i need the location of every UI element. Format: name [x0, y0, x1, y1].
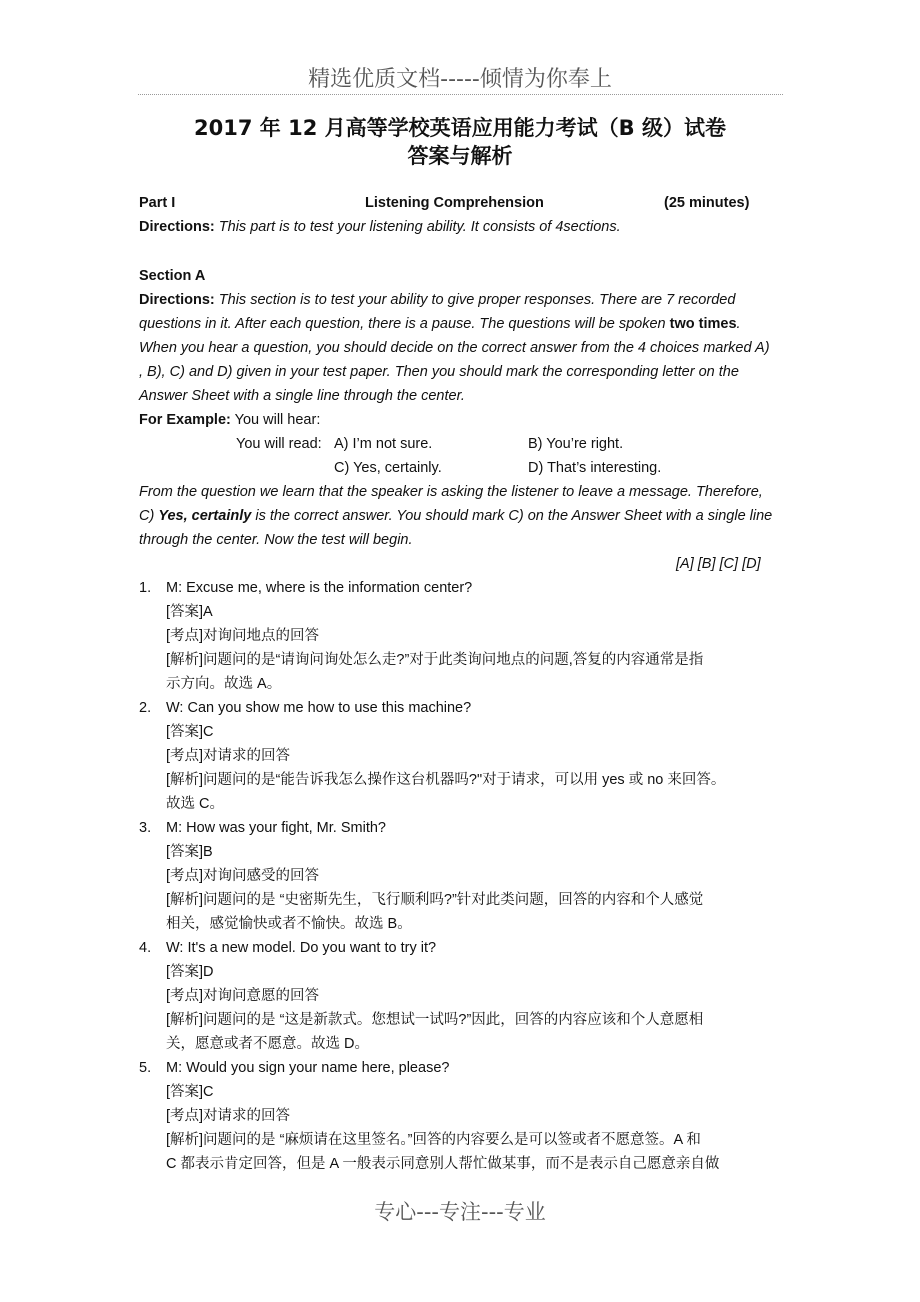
directions-text: questions in it. After each question, there is a pause. The questions will be spoken — [139, 316, 670, 332]
section-directions-line — [139, 360, 739, 384]
question-analysis-line: 相关，感觉愉快或者不愉快。故选 B。 — [166, 916, 412, 932]
directions-label: Directions: — [139, 219, 215, 235]
question-analysis-line: [解析]问题问的是“请询问询处怎么走?”对于此类询问地点的问题,答复的内容通常是指 — [166, 652, 704, 668]
example-hear: You will hear: — [234, 412, 321, 428]
question-answer: [答案]D — [166, 964, 214, 980]
example-read: You will read: — [236, 436, 322, 452]
question-text: M: Excuse me, where is the information center? — [166, 580, 473, 596]
directions-text: When you hear a question, you should decide on the correct answer from the 4 choices marked A) — [139, 340, 770, 356]
choice-d: D) That’s interesting. — [528, 460, 662, 476]
section-title: Section A — [139, 268, 206, 284]
question-point: [考点]对询问感受的回答 — [166, 868, 320, 884]
example-explanation — [139, 480, 763, 504]
question-text: W: Can you show me how to use this machine? — [166, 700, 472, 716]
part-time: (25 minutes) — [664, 195, 750, 211]
document-title: 2017 年 12 月高等学校英语应用能力考试（B 级）试卷 — [194, 116, 726, 140]
question-answer: [答案]C — [166, 1084, 214, 1100]
section-directions-line — [139, 384, 465, 408]
question-analysis-line: 示方向。故选 A。 — [166, 676, 282, 692]
question-number: 2. — [139, 700, 152, 716]
question-analysis-line: 故选 C。 — [166, 796, 224, 812]
question-text: W: It's a new model. Do you want to try it? — [166, 940, 437, 956]
question-number: 1. — [139, 580, 152, 596]
explanation-text: is the correct answer. You should mark C) on the Answer Sheet with a single line — [251, 508, 773, 524]
choice-a: A) I’m not sure. — [334, 436, 433, 452]
choice-b: B) You’re right. — [528, 436, 624, 452]
question-number: 5. — [139, 1060, 152, 1076]
explanation-text: From the question we learn that the speaker is asking the listener to leave a message. Therefore, — [139, 484, 763, 500]
part-label: Part I — [139, 195, 176, 211]
question-answer: [答案]A — [166, 604, 213, 620]
part-heading — [139, 191, 749, 215]
question-point: [考点]对请求的回答 — [166, 1108, 291, 1124]
example-line — [139, 408, 320, 432]
directions-label: Directions: — [139, 292, 215, 308]
question-answer: [答案]C — [166, 724, 214, 740]
directions-text: This part is to test your listening ability. It consists of 4sections. — [218, 219, 621, 235]
document-subtitle: 答案与解析 — [407, 144, 513, 168]
question-analysis-line: [解析]问题问的是 “麻烦请在这里签名。”回答的内容要么是可以签或者不愿意签。A 和 — [166, 1132, 701, 1148]
page-footer: 专心---专注---专业 — [374, 1200, 546, 1224]
choice-c: C) Yes, certainly. — [334, 460, 442, 476]
question-analysis-line: [解析]问题问的是 “这是新款式。您想试一试吗?”因此，回答的内容应该和个人意愿相 — [166, 1012, 704, 1028]
answer-mark: [A] [B] [C] [D] — [676, 556, 761, 572]
example-explanation — [139, 528, 413, 552]
question-analysis-line: [解析]问题问的是 “史密斯先生，飞行顺利吗?”针对此类问题，回答的内容和个人感觉 — [166, 892, 704, 908]
question-number: 3. — [139, 820, 152, 836]
answer-mark-example — [676, 552, 761, 576]
emphasis-text: Yes, certainly — [158, 508, 252, 524]
example-label: For Example: — [139, 412, 231, 428]
header-divider — [138, 94, 783, 95]
part-directions — [139, 215, 621, 239]
section-directions-line — [139, 312, 741, 336]
question-analysis-line: C 都表示肯定回答，但是 A 一般表示同意别人帮忙做某事，而不是表示自己愿意亲自做 — [166, 1156, 720, 1172]
directions-text: , B), C) and D) given in your test paper. Then you should mark the corresponding letter on the — [139, 364, 739, 380]
question-analysis-line: [解析]问题问的是“能告诉我怎么操作这台机器吗?"对于请求，可以用 yes 或 no 来回答。 — [166, 772, 726, 788]
question-number: 4. — [139, 940, 152, 956]
directions-text: Answer Sheet with a single line through the center. — [139, 388, 465, 404]
directions-text: This section is to test your ability to give proper responses. There are 7 recorded — [218, 292, 736, 308]
explanation-text: C) — [139, 508, 159, 524]
explanation-text: through the center. Now the test will begin. — [139, 532, 413, 548]
example-explanation — [139, 504, 772, 528]
page-header: 精选优质文档-----倾情为你奉上 — [308, 67, 612, 92]
question-answer: [答案]B — [166, 844, 213, 860]
directions-text: . — [736, 316, 741, 332]
section-directions-line — [139, 288, 735, 312]
section-directions-line — [139, 336, 770, 360]
question-text: M: Would you sign your name here, please? — [166, 1060, 450, 1076]
question-point: [考点]对询问意愿的回答 — [166, 988, 320, 1004]
question-point: [考点]对询问地点的回答 — [166, 628, 320, 644]
part-name: Listening Comprehension — [365, 195, 544, 211]
question-point: [考点]对请求的回答 — [166, 748, 291, 764]
question-text: M: How was your fight, Mr. Smith? — [166, 820, 386, 836]
emphasis-text: two times — [669, 316, 737, 332]
question-analysis-line: 关，愿意或者不愿意。故选 D。 — [166, 1036, 369, 1052]
